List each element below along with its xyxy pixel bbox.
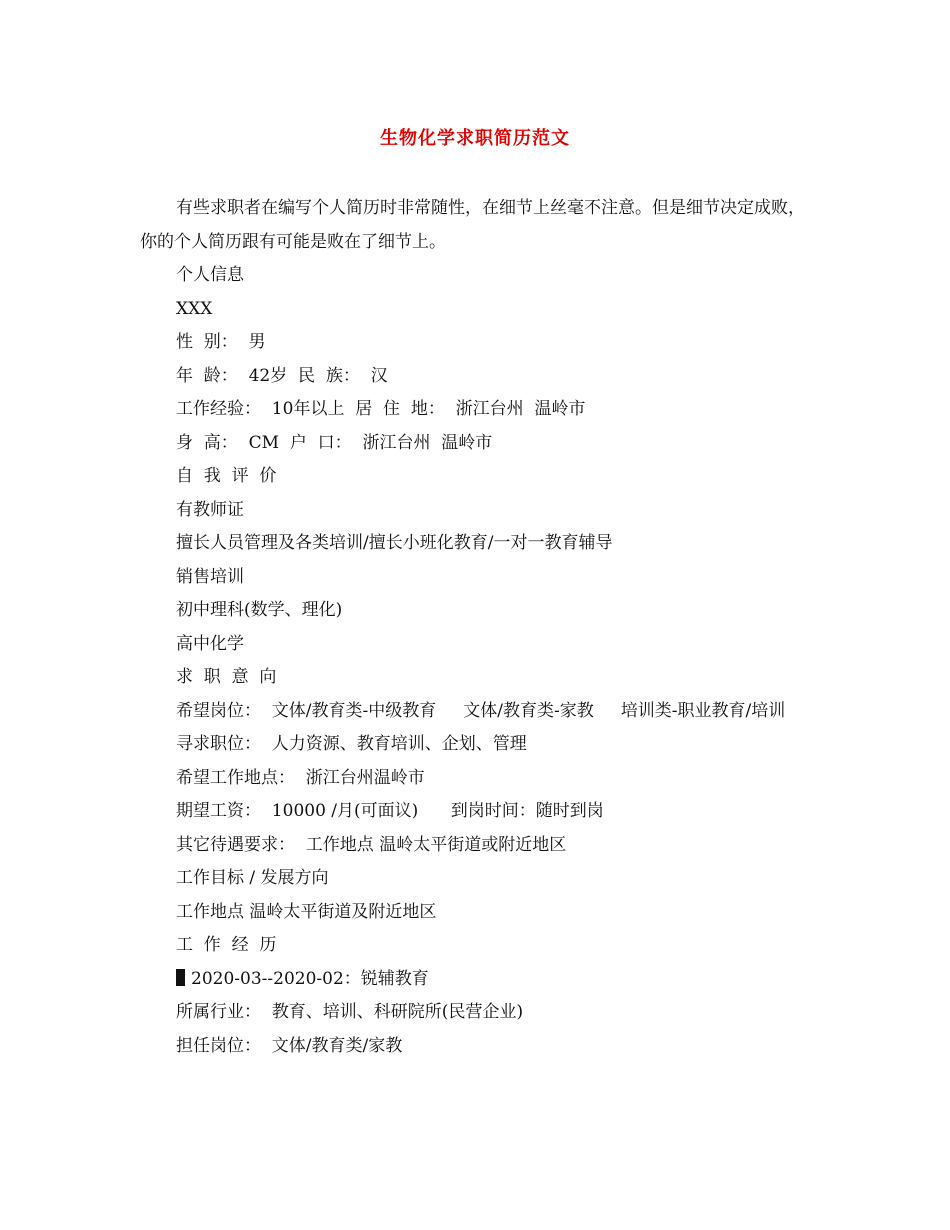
experience-residence-line: 工作经验： 10年以上 居 住 地： 浙江台州 温岭市 <box>176 399 586 419</box>
sought-position-line: 寻求职位： 人力资源、教育培训、企划、管理 <box>176 734 527 754</box>
position-held-line: 担任岗位： 文体/教育类/家教 <box>176 1035 403 1056</box>
self-evaluation-line-3: 销售培训 <box>176 566 244 587</box>
section-heading-work-experience: 工 作 经 历 <box>176 935 277 955</box>
desired-location-line: 希望工作地点： 浙江台州温岭市 <box>176 767 425 788</box>
self-evaluation-line-2: 擅长人员管理及各类培训/擅长小班化教育/一对一教育辅导 <box>176 533 613 553</box>
section-heading-personal-info: 个人信息 <box>176 265 244 285</box>
block-bullet-icon <box>176 969 185 986</box>
salary-line: 期望工资： 10000 /月(可面议) 到岗时间：随时到岗 <box>176 801 604 821</box>
name-line: XXX <box>176 298 213 319</box>
experience-period-line <box>140 963 815 997</box>
other-benefits-line: 其它待遇要求： 工作地点 温岭太平街道或附近地区 <box>176 834 567 855</box>
self-evaluation-line-4: 初中理科(数学、理化) <box>176 600 343 620</box>
document-body <box>140 192 815 1063</box>
gender-line: 性 别： 男 <box>176 332 266 352</box>
section-heading-job-intention: 求 职 意 向 <box>176 667 277 687</box>
industry-line: 所属行业： 教育、培训、科研院所(民营企业) <box>176 1002 524 1022</box>
document-title: 生物化学求职简历范文 <box>380 128 570 149</box>
section-heading-self-evaluation: 自 我 评 价 <box>176 466 277 486</box>
intro-paragraph: 有些求职者在编写个人简历时非常随性，在细节上丝毫不注意。但是细节决定成败，你的个人简历跟有可能是败在了细节上。 <box>140 198 805 252</box>
self-evaluation-line-1: 有教师证 <box>176 499 244 520</box>
work-goal-line: 工作目标 / 发展方向 <box>176 868 329 888</box>
age-ethnicity-line: 年 龄： 42岁 民 族： 汉 <box>176 365 388 386</box>
self-evaluation-line-5: 高中化学 <box>176 633 244 654</box>
experience-period-text: 2020-03--2020-02：锐辅教育 <box>191 968 429 989</box>
height-hukou-line: 身 高： CM 户 口： 浙江台州 温岭市 <box>176 432 493 453</box>
work-location-line: 工作地点 温岭太平街道及附近地区 <box>176 901 437 922</box>
desired-positions-line: 希望岗位： 文体/教育类-中级教育 文体/教育类-家教 培训类-职业教育/培训 <box>176 700 786 721</box>
